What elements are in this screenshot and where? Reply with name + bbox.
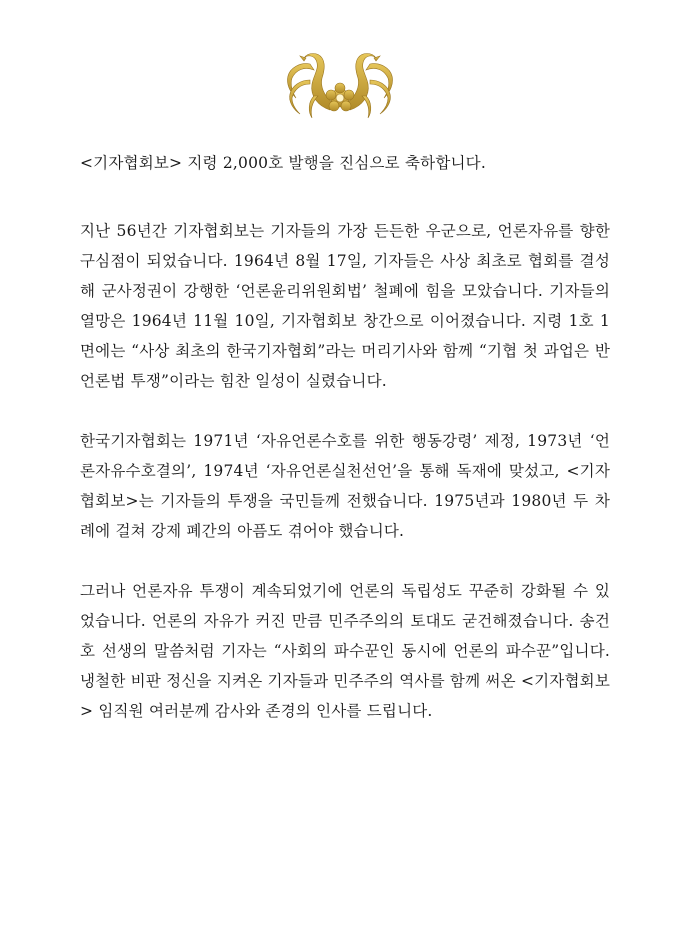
paragraph-history: 지난 56년간 기자협회보는 기자들의 가장 든든한 우군으로, 언론자유를 향한 구심점이 되었습니다. 1964년 8월 17일, 기자들은 사상 최초로 협회를 결성해 군사정권이 강행한 ‘언론윤리위원회법’ 철폐에 힘을 모았습니다. 기자들의 열망은 1964년 11월 10일, 기자협회보 창간으로 이어졌습니다. 지령 1호 1면에는 “사상 최초의 한국기자협회”라는 머리기사와 함께 “기협 첫 과업은 반 언론법 투쟁”이라는 힘찬 일성이 실렸습니다. bbox=[80, 222, 610, 390]
paragraph-struggle: 한국기자협회는 1971년 ‘자유언론수호를 위한 행동강령’ 제정, 1973년 ‘언론자유수호결의’, 1974년 ‘자유언론실천선언’을 통해 독재에 맞섰고, <기자협회보>는 기자들의 투쟁을 국민들께 전했습니다. 1975년과 1980년 두 차례에 걸쳐 강제 폐간의 아픔도 겪어야 했습니다. bbox=[80, 432, 610, 540]
letter-body bbox=[80, 148, 610, 726]
intro-line: <기자협회보> 지령 2,000호 발행을 진심으로 축하합니다. bbox=[80, 154, 486, 172]
paragraph-gratitude: 그러나 언론자유 투쟁이 계속되었기에 언론의 독립성도 꾸준히 강화될 수 있었습니다. 언론의 자유가 커진 만큼 민주주의의 토대도 굳건해졌습니다. 송건호 선생의 말씀처럼 기자는 “사회의 파수꾼인 동시에 언론의 파수꾼”입니다. 냉철한 비판 정신을 지켜온 기자들과 민주주의 역사를 함께 써온 <기자협회보> 임직원 여러분께 감사와 존경의 인사를 드립니다. bbox=[80, 582, 610, 720]
phoenix-emblem-icon bbox=[270, 40, 410, 130]
